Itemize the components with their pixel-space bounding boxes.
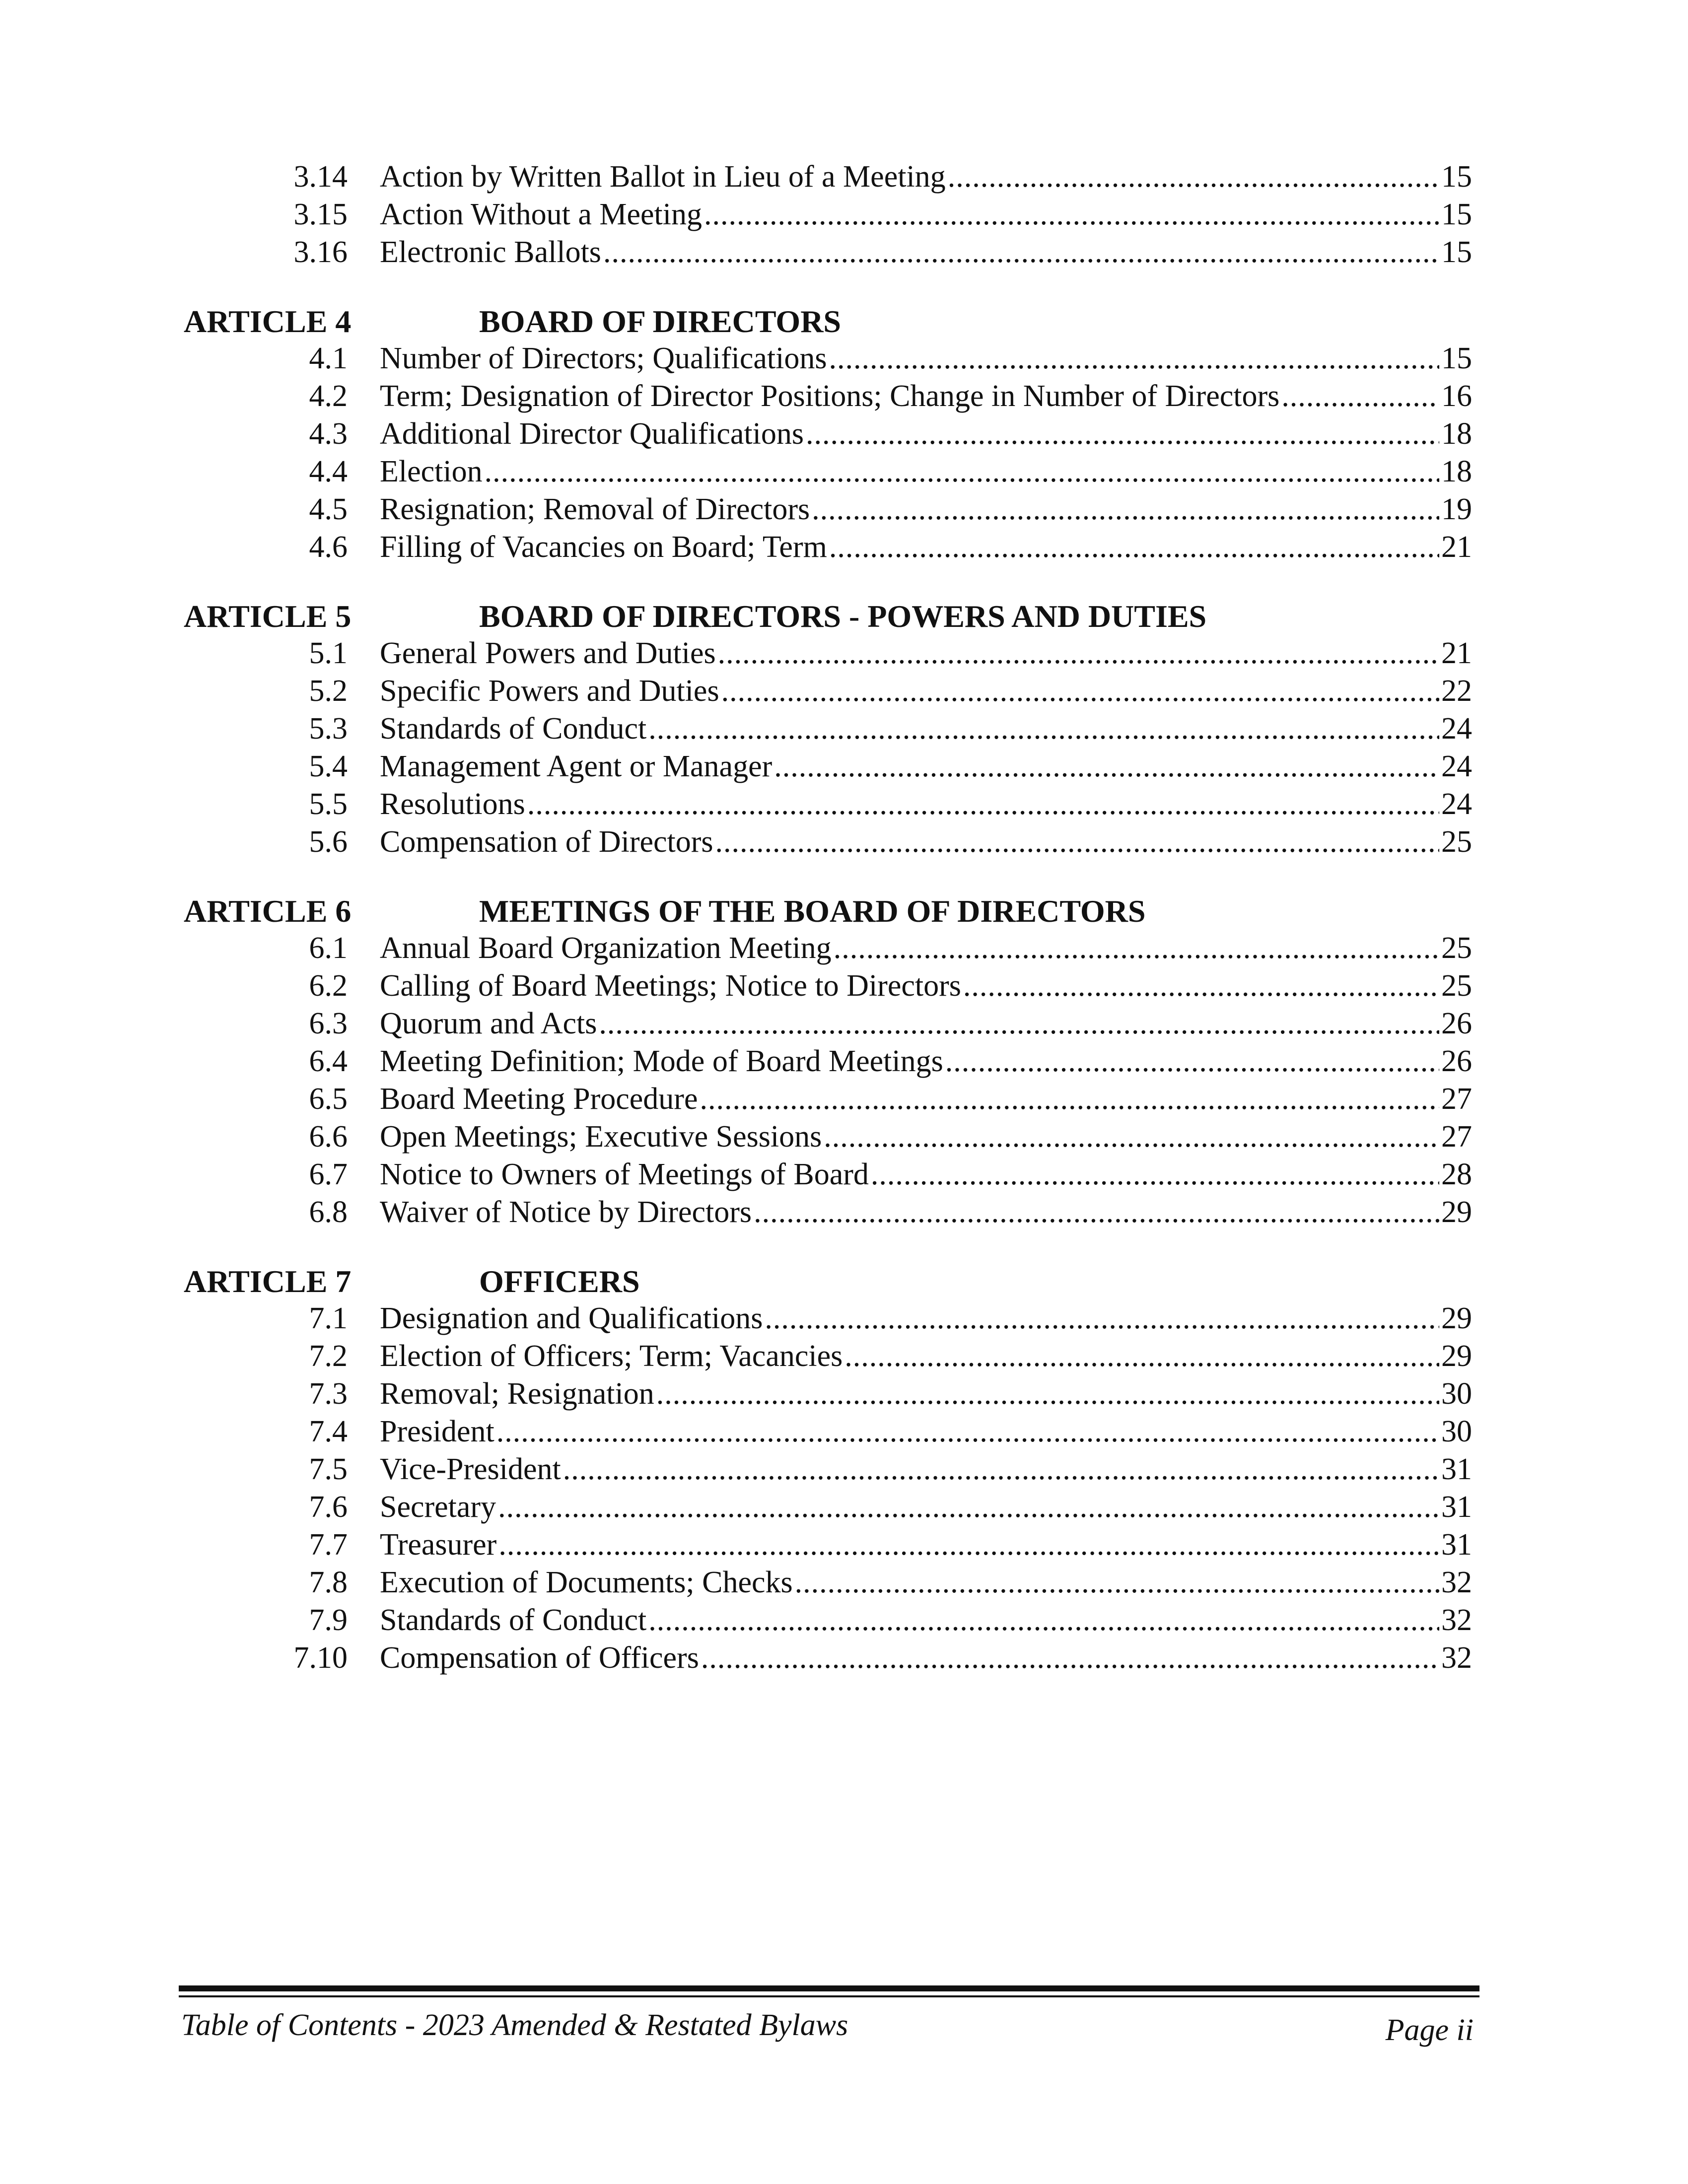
dot-leader [704,196,1439,233]
section-title: Resolutions [380,787,525,821]
toc-entry-line [380,823,1472,861]
page-number: 29 [1441,1301,1472,1335]
article-label: ARTICLE 4 [184,304,352,339]
section-number: 4.1 [309,341,348,375]
section-number: 6.3 [309,1007,348,1040]
section-title: Vice-President [380,1452,561,1486]
footer-rule-thin [179,1995,1479,1997]
page-number: 32 [1441,1566,1472,1599]
section-number: 6.7 [309,1158,348,1191]
section-number: 7.8 [309,1566,348,1599]
page-number: 32 [1441,1641,1472,1675]
section-number: 4.6 [309,530,348,564]
toc-entry-line [380,710,1472,748]
dot-leader [485,453,1439,490]
page-number: 24 [1441,787,1472,821]
toc-entry-line [380,1450,1472,1488]
section-number: 5.3 [309,712,348,746]
toc-entry [0,1488,1688,1526]
dot-leader [844,1337,1439,1375]
toc-entry [0,528,1688,566]
toc-entry [0,672,1688,710]
article-label: ARTICLE 6 [184,893,352,929]
toc-entry-line [380,1337,1472,1375]
toc-entry [0,158,1688,196]
dot-leader [765,1299,1439,1337]
dot-leader [498,1526,1439,1564]
toc-entry-line [380,415,1472,453]
dot-leader [603,233,1439,271]
toc-entry-line [380,1193,1472,1231]
section-number: 7.6 [309,1490,348,1524]
section-number: 3.14 [293,160,348,194]
section-number: 3.15 [293,198,348,231]
toc-entry-line [380,196,1472,233]
page-number: 31 [1441,1452,1472,1486]
dot-leader [829,528,1439,566]
dot-leader [599,1005,1439,1042]
section-title: Action Without a Meeting [380,198,702,231]
section-title: Standards of Conduct [380,1603,647,1637]
section-title: Removal; Resignation [380,1377,654,1411]
section-title: Additional Director Qualifications [380,417,804,451]
dot-leader [948,158,1439,196]
section-title: Specific Powers and Duties [380,674,719,708]
toc-entry-line [380,967,1472,1005]
dot-leader [648,1601,1439,1639]
page-number: 26 [1441,1044,1472,1078]
page-number: 25 [1441,931,1472,965]
section-title: Meeting Definition; Mode of Board Meetings [380,1044,943,1078]
page-number: 16 [1441,379,1472,413]
section-number: 5.4 [309,750,348,783]
page-number: 24 [1441,750,1472,783]
dot-leader [718,634,1439,672]
toc-entry-line [380,1042,1472,1080]
page-number: 18 [1441,455,1472,488]
article-heading-row [0,597,1688,636]
toc-entry-line [380,340,1472,377]
section-title: Designation and Qualifications [380,1301,763,1335]
section-number: 4.5 [309,492,348,526]
dot-leader [648,710,1439,748]
section-title: Compensation of Officers [380,1641,699,1675]
toc-entry-line [380,528,1472,566]
section-number: 5.5 [309,787,348,821]
dot-leader [715,823,1439,861]
page-number: 25 [1441,825,1472,859]
toc-entry [0,377,1688,415]
dot-leader [498,1488,1439,1526]
toc-entry [0,1337,1688,1375]
page-number: 27 [1441,1120,1472,1154]
toc-entry-line [380,1375,1472,1413]
section-title: Execution of Documents; Checks [380,1566,793,1599]
dot-leader [701,1639,1439,1677]
toc-entry-line [380,1639,1472,1677]
toc-entry [0,1450,1688,1488]
dot-leader [700,1080,1439,1118]
toc-entry [0,823,1688,861]
section-title: Action by Written Ballot in Lieu of a Meeting [380,160,946,194]
article-heading: BOARD OF DIRECTORS - POWERS AND DUTIES [479,599,1207,634]
toc-entry [0,748,1688,785]
section-title: Compensation of Directors [380,825,713,859]
page-number: 15 [1441,235,1472,269]
dot-leader [829,340,1439,377]
dot-leader [1281,377,1439,415]
toc-entry [0,415,1688,453]
page-number: 30 [1441,1377,1472,1411]
section-title: Annual Board Organization Meeting [380,931,832,965]
section-number: 4.4 [309,455,348,488]
toc-entry-line [380,1488,1472,1526]
toc-entry [0,1413,1688,1450]
dot-leader [754,1193,1439,1231]
page-number: 21 [1441,636,1472,670]
toc-entry [0,453,1688,490]
toc-entry [0,967,1688,1005]
article-heading: OFFICERS [479,1264,640,1299]
section-title: Resignation; Removal of Directors [380,492,810,526]
section-number: 7.5 [309,1452,348,1486]
toc-entry [0,1156,1688,1193]
article-heading-row [0,891,1688,931]
page-number: 26 [1441,1007,1472,1040]
section-title: Notice to Owners of Meetings of Board [380,1158,869,1191]
toc-entry-line [380,929,1472,967]
page-number: 29 [1441,1339,1472,1373]
section-number: 7.10 [293,1641,348,1675]
section-number: 6.8 [309,1195,348,1229]
dot-leader [945,1042,1439,1080]
dot-leader [527,785,1439,823]
footer-document-title: Table of Contents - 2023 Amended & Restated Bylaws [181,2008,848,2042]
page-number: 31 [1441,1490,1472,1524]
section-number: 6.2 [309,969,348,1003]
page-number: 28 [1441,1158,1472,1191]
toc-entry-line [380,1413,1472,1450]
section-number: 6.6 [309,1120,348,1154]
section-title: Treasurer [380,1528,497,1562]
toc-entry-line [380,233,1472,271]
toc-entry-line [380,490,1472,528]
section-title: Calling of Board Meetings; Notice to Directors [380,969,961,1003]
toc-entry [0,1080,1688,1118]
page-number: 15 [1441,160,1472,194]
dot-leader [824,1118,1439,1156]
dot-leader [834,929,1439,967]
section-title: Election of Officers; Term; Vacancies [380,1339,843,1373]
toc-entry [0,490,1688,528]
page-number: 31 [1441,1528,1472,1562]
section-title: Quorum and Acts [380,1007,597,1040]
toc-entry [0,340,1688,377]
toc-entry-line [380,158,1472,196]
section-number: 5.6 [309,825,348,859]
toc-entry [0,1299,1688,1337]
toc-entry [0,233,1688,271]
section-title: Filling of Vacancies on Board; Term [380,530,827,564]
page-number: 18 [1441,417,1472,451]
section-title: Open Meetings; Executive Sessions [380,1120,822,1154]
section-title: Secretary [380,1490,496,1524]
page-number: 21 [1441,530,1472,564]
dot-leader [774,748,1439,785]
section-number: 7.7 [309,1528,348,1562]
page-number: 22 [1441,674,1472,708]
article-heading: BOARD OF DIRECTORS [479,304,841,339]
section-number: 5.1 [309,636,348,670]
page-number: 15 [1441,198,1472,231]
section-number: 6.4 [309,1044,348,1078]
dot-leader [656,1375,1439,1413]
section-number: 3.16 [293,235,348,269]
section-title: Management Agent or Manager [380,750,773,783]
section-number: 4.2 [309,379,348,413]
dot-leader [721,672,1439,710]
section-number: 7.1 [309,1301,348,1335]
toc-entry-line [380,1156,1472,1193]
toc-entry-line [380,634,1472,672]
dot-leader [795,1564,1439,1601]
section-number: 6.5 [309,1082,348,1116]
page-number: 32 [1441,1603,1472,1637]
toc-entry [0,1601,1688,1639]
section-number: 4.3 [309,417,348,451]
toc-entry-line [380,1299,1472,1337]
page-number: 15 [1441,341,1472,375]
section-number: 7.2 [309,1339,348,1373]
section-title: Term; Designation of Director Positions; Change in Number of Directors [380,379,1280,413]
article-heading: MEETINGS OF THE BOARD OF DIRECTORS [479,893,1146,929]
dot-leader [496,1413,1439,1450]
toc-entry-line [380,1080,1472,1118]
toc-entry-line [380,1564,1472,1601]
dot-leader [871,1156,1439,1193]
toc-entry-line [380,748,1472,785]
section-title: Number of Directors; Qualifications [380,341,827,375]
section-title: Board Meeting Procedure [380,1082,698,1116]
article-label: ARTICLE 5 [184,599,352,634]
toc-entry [0,196,1688,233]
dot-leader [563,1450,1439,1488]
section-title: Electronic Ballots [380,235,601,269]
toc-entry [0,710,1688,748]
dot-leader [806,415,1439,453]
page-number: 24 [1441,712,1472,746]
toc-entry [0,929,1688,967]
toc-entry [0,1639,1688,1677]
article-heading-row [0,302,1688,341]
page-number: 19 [1441,492,1472,526]
dot-leader [963,967,1439,1005]
toc-entry [0,1193,1688,1231]
toc-entry-line [380,1005,1472,1042]
toc-entry [0,1564,1688,1601]
section-number: 6.1 [309,931,348,965]
toc-entry-line [380,1601,1472,1639]
dot-leader [812,490,1439,528]
footer-rule-thick [179,1985,1479,1991]
section-number: 5.2 [309,674,348,708]
section-title: Election [380,455,483,488]
toc-entry [0,1526,1688,1564]
section-number: 7.9 [309,1603,348,1637]
toc-entry-line [380,672,1472,710]
page-number: 29 [1441,1195,1472,1229]
section-number: 7.3 [309,1377,348,1411]
toc-entry-line [380,453,1472,490]
section-title: General Powers and Duties [380,636,716,670]
toc-entry-line [380,785,1472,823]
footer-page-number: Page ii [1385,2013,1474,2047]
toc-entry [0,1118,1688,1156]
section-title: President [380,1415,494,1448]
page-number: 27 [1441,1082,1472,1116]
toc-entry-line [380,377,1472,415]
article-label: ARTICLE 7 [184,1264,352,1299]
section-number: 7.4 [309,1415,348,1448]
toc-entry [0,1042,1688,1080]
section-title: Standards of Conduct [380,712,647,746]
toc-entry [0,785,1688,823]
toc-entry-line [380,1526,1472,1564]
page-number: 25 [1441,969,1472,1003]
toc-entry [0,634,1688,672]
toc-entry [0,1375,1688,1413]
toc-entry-line [380,1118,1472,1156]
page-number: 30 [1441,1415,1472,1448]
toc-entry [0,1005,1688,1042]
article-heading-row [0,1262,1688,1301]
section-title: Waiver of Notice by Directors [380,1195,752,1229]
